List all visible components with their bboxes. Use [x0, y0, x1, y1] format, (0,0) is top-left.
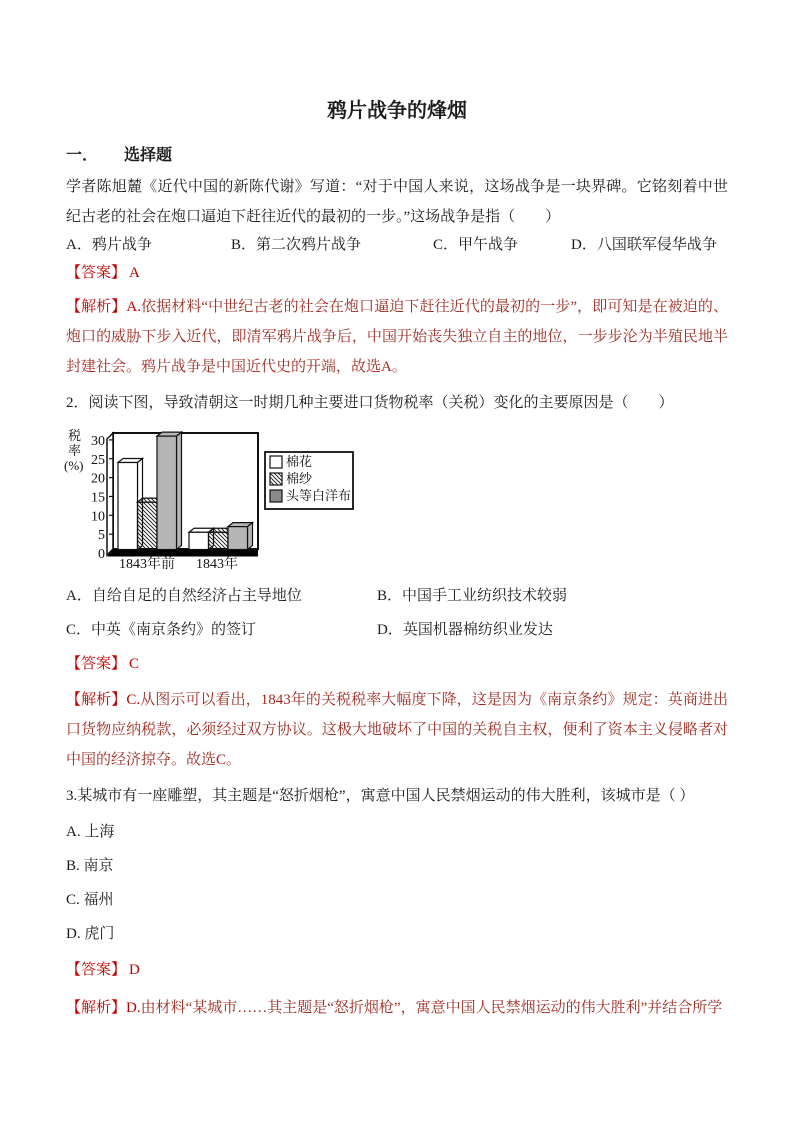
- svg-text:1843年: 1843年: [196, 557, 238, 572]
- svg-text:税: 税: [68, 428, 82, 443]
- option-d: D．英国机器棉纺织业发达: [377, 622, 553, 638]
- analysis-text: 从图示可以看出，1843年的关税税率大幅度下降，这是因为《南京条约》规定：英商进出口货物应纳税款，必须经过双方协议。这极大地破坏了中国的关税自主权，便利了资本主义侵略者对中国的经济掠夺。故选C。: [66, 692, 728, 768]
- question-2-options-row-1: [66, 585, 728, 607]
- answer-label: 【答案】: [66, 265, 127, 281]
- analysis-text: 依据材料“中世纪古老的社会在炮口逼迫下赶往近代的最初的一步”，即可知是在被迫的、炮口的威胁下步入近代，即清军鸦片战争后，中国开始丧失独立自主的地位，一步步沦为半殖民地半封建社会。鸦片战争是中国近代史的开端，故选A。: [66, 299, 728, 375]
- question-2-options-row-2: [66, 619, 728, 641]
- answer-label: 【答案】: [66, 656, 127, 672]
- analysis-lead: A.: [126, 299, 141, 315]
- svg-text:棉纱: 棉纱: [286, 471, 313, 486]
- question-3-options-list: [66, 815, 728, 951]
- section-title: 选择题: [124, 147, 173, 164]
- option-c: C. 福州: [66, 892, 114, 908]
- option-a: A．自给自足的自然经济占主导地位: [66, 588, 302, 604]
- question-2-analysis: [66, 685, 728, 775]
- svg-text:0: 0: [98, 547, 105, 562]
- section-header: [66, 146, 728, 166]
- svg-text:20: 20: [91, 471, 105, 487]
- section-number: 一．: [66, 147, 99, 164]
- svg-text:率: 率: [68, 443, 82, 458]
- question-2-answer-line: [66, 653, 728, 675]
- svg-text:5: 5: [98, 528, 105, 544]
- svg-text:25: 25: [91, 452, 105, 468]
- analysis-lead: C.: [126, 692, 141, 708]
- svg-text:10: 10: [91, 509, 105, 525]
- question-3-answer-line: [66, 959, 728, 981]
- svg-text:15: 15: [91, 490, 105, 506]
- option-c: C．甲午战争: [433, 237, 519, 253]
- option-c: C．中英《南京条约》的签订: [66, 622, 257, 638]
- svg-text:30: 30: [91, 433, 105, 449]
- answer-value: C: [129, 656, 140, 672]
- option-b: B．第二次鸦片战争: [231, 237, 362, 253]
- option-d: D．八国联军侵华战争: [571, 237, 717, 253]
- question-1-answer-line: [66, 262, 728, 284]
- question-2-stem: 2．阅读下图，导致清朝这一时期几种主要进口货物税率（关税）变化的主要原因是（ ）: [66, 395, 674, 411]
- question-1-analysis: [66, 292, 728, 382]
- option-a: A．鸦片战争: [66, 237, 152, 253]
- question-1-options-row: [66, 234, 728, 256]
- analysis-label: 【解析】: [66, 1000, 127, 1016]
- question-3-stem: 3.某城市有一座雕塑，其主题是“怒折烟枪”，寓意中国人民禁烟运动的伟大胜利，该城市是（ ）: [66, 788, 695, 804]
- option-a: A. 上海: [66, 824, 115, 840]
- option-b: B．中国手工业纺织技术较弱: [377, 588, 568, 604]
- question-3-analysis: [66, 993, 728, 1023]
- svg-text:1843年前: 1843年前: [119, 557, 175, 572]
- answer-label: 【答案】: [66, 962, 127, 978]
- svg-text:棉花: 棉花: [286, 454, 313, 469]
- svg-text:头等白洋布: 头等白洋布: [286, 488, 352, 503]
- answer-value: A: [129, 265, 140, 281]
- option-b: B. 南京: [66, 858, 114, 874]
- tariff-rate-bar-chart: [62, 425, 728, 575]
- analysis-text: 由材料“某城市……其主题是“怒折烟枪”，寓意中国人民禁烟运动的伟大胜利”并结合所学: [140, 1000, 723, 1016]
- analysis-label: 【解析】: [66, 692, 127, 708]
- question-1-stem: 学者陈旭麓《近代中国的新陈代谢》写道：“对于中国人来说，这场战争是一块界碑。它铭刻着中世纪古老的社会在炮口逼迫下赶往近代的最初的一步。”这场战争是指（ ）: [66, 179, 728, 225]
- analysis-lead: D.: [126, 1000, 141, 1016]
- analysis-label: 【解析】: [66, 299, 127, 315]
- svg-text:(%): (%): [64, 458, 84, 473]
- option-d: D. 虎门: [66, 926, 115, 942]
- page-title: 鸦片战争的烽烟: [327, 100, 467, 122]
- answer-value: D: [129, 962, 140, 978]
